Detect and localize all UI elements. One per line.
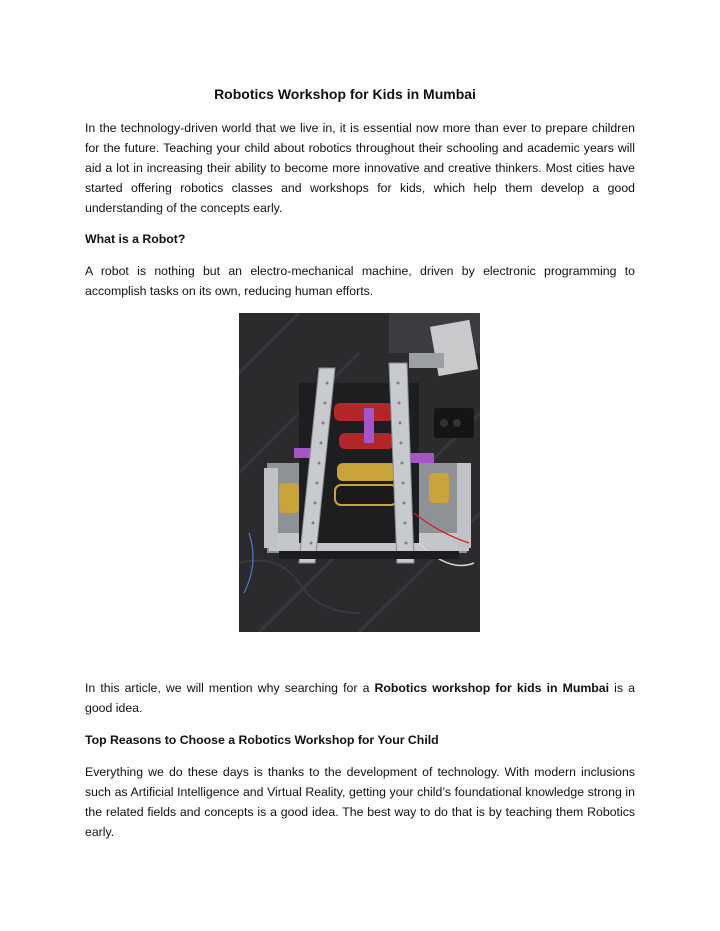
intro-paragraph: In the technology-driven world that we live in, it is essential now more than ever to prepare children for the future. Teaching your child about robotics throughout their schooling and academic years will aid a lot in increasing their ability to become more innovative and creative thinkers. Most cities have started offering robotics classes and workshops for kids, which help them develop a good understanding of the concepts early. [85, 121, 635, 215]
section-heading-what-is-robot: What is a Robot? [85, 232, 186, 246]
top-reasons-paragraph: Everything we do these days is thanks to the development of technology. With modern inclusions such as Artificial Intelligence and Virtual Reality, getting your child’s foundational knowledge strong in the related fields and concepts is a good idea. The best way to do that is by teaching them Robotics early. [85, 765, 635, 839]
article-intro-paragraph [85, 678, 635, 718]
article-intro-text: In this article, we will mention why searching for a [85, 681, 375, 695]
article-intro-end: is a good idea. [85, 681, 635, 715]
article-keyword: Robotics workshop for kids in Mumbai [374, 681, 610, 695]
section-heading-top-reasons: Top Reasons to Choose a Robotics Workshop for Your Child [85, 733, 439, 747]
robot-photo [239, 313, 480, 632]
document-title: Robotics Workshop for Kids in Mumbai [214, 86, 476, 102]
robot-definition-paragraph: A robot is nothing but an electro-mechanical machine, driven by electronic programming to accomplish tasks on its own, reducing human efforts. [85, 264, 635, 298]
